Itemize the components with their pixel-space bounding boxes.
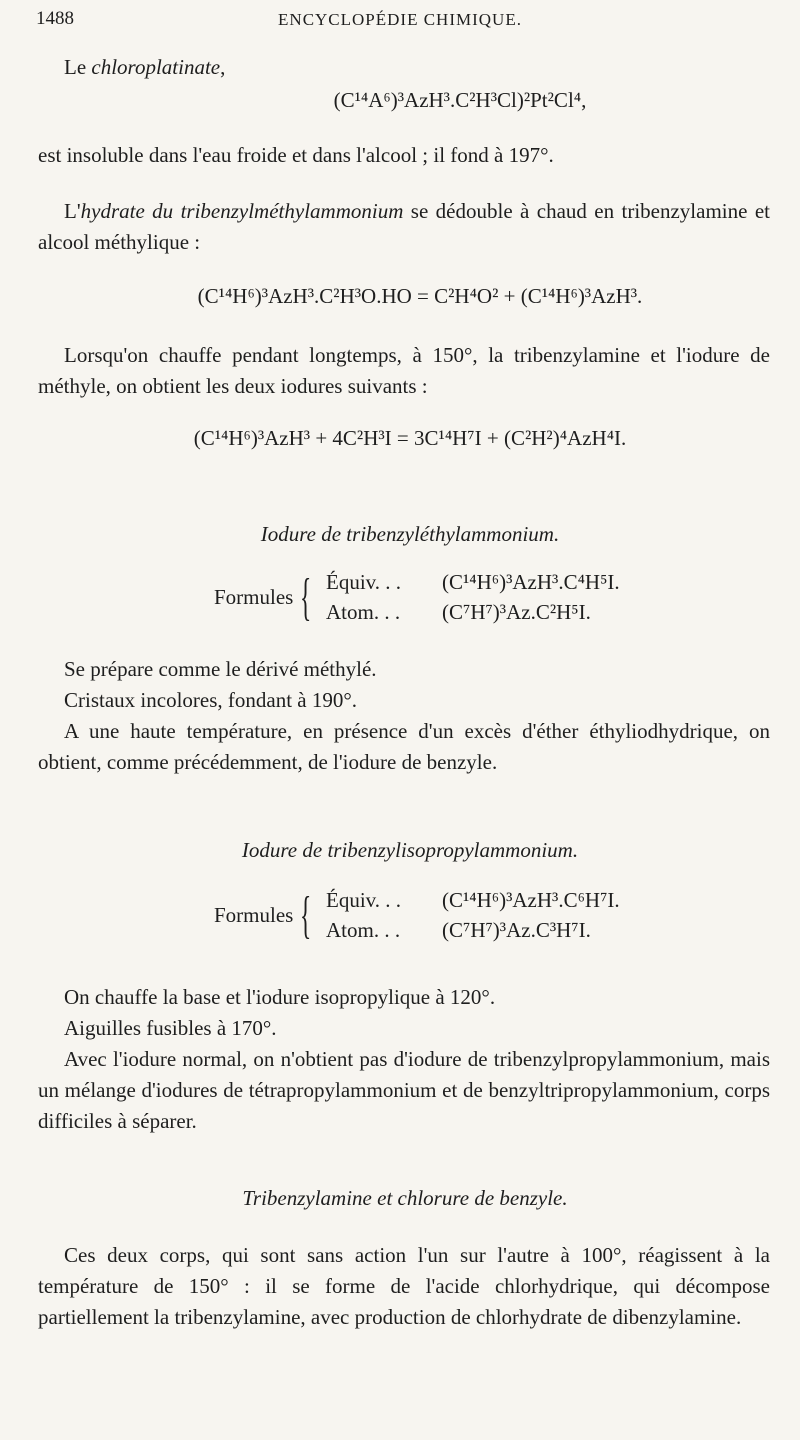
formulas-block-ethyl <box>214 570 634 630</box>
brace-glyph: { <box>300 887 312 944</box>
intro-end: , <box>220 55 226 79</box>
page-header-title: ENCYCLOPÉDIE CHIMIQUE. <box>278 10 522 29</box>
page-number: 1488 <box>36 8 74 29</box>
atom-formula: (C⁷H⁷)³Az.C²H⁵I. <box>442 600 591 624</box>
atom-row <box>326 600 591 625</box>
running-head <box>36 8 764 38</box>
intro-lead: Le <box>64 55 92 79</box>
ethyl-prep-line: Se prépare comme le dérivé méthylé. <box>64 657 377 681</box>
formulas-label: Formules <box>214 903 294 927</box>
intro-melting-line: est insoluble dans l'eau froide et dans l'alcool ; il fond à 197°. <box>38 143 554 167</box>
ethyl-crystals-line: Cristaux incolores, fondant à 190°. <box>64 688 358 712</box>
equiv-formula: (C¹⁴H⁶)³AzH³.C⁴H⁵I. <box>442 570 620 594</box>
formulas-label: Formules <box>214 585 294 609</box>
atom-formula: (C⁷H⁷)³Az.C³H⁷I. <box>442 918 591 942</box>
hydrate-equation: (C¹⁴H⁶)³AzH³.C²H³O.HO = C²H⁴O² + (C¹⁴H⁶)³AzH³. <box>197 284 643 308</box>
isopropyl-needles-line: Aiguilles fusibles à 170°. <box>64 1016 277 1040</box>
brace-glyph: { <box>300 569 312 626</box>
heating-paragraph: Lorsqu'on chauffe pendant longtemps, à 150°, la tribenzylamine et l'iodure de méthyle, on obtient les deux iodures suivants : <box>38 343 770 398</box>
formulas-block-isopropyl <box>214 888 634 948</box>
hydrate-lead: L' <box>64 199 81 223</box>
hydrate-term: hydrate du tribenzylméthylammonium <box>80 199 404 223</box>
atom-label: Atom. . . <box>326 918 401 942</box>
hydrate-rest: se dédouble à chaud en tribenzylamine et alcool méthylique : <box>38 199 771 254</box>
heating-equation: (C¹⁴H⁶)³AzH³ + 4C²H³I = 3C¹⁴H⁷I + (C²H²)⁴AzH⁴I. <box>193 426 627 450</box>
section-title-tribenzylethylammonium: Iodure de tribenzyléthylammonium. <box>260 522 560 546</box>
hydrate-paragraph <box>38 196 770 258</box>
equiv-formula: (C¹⁴H⁶)³AzH³.C⁶H⁷I. <box>442 888 620 912</box>
equiv-row <box>326 888 620 913</box>
section-title-tribenzylamine-benzyl-chloride: Tribenzylamine et chlorure de benzyle. <box>242 1186 568 1210</box>
atom-row <box>326 918 591 943</box>
chloroplatinate-formula: (C¹⁴A⁶)³AzH³.C²H³Cl)²Pt²Cl⁴, <box>333 88 587 112</box>
tribenzylamine-paragraph: Ces deux corps, qui sont sans action l'un sur l'autre à 100°, réagissent à la température de 150° : il se forme de l'acide chlorhydrique, qui décompose partiellement la tribenzylamine, avec production de chlorhydrate de dibenzylamine. <box>38 1243 770 1329</box>
isopropyl-heating-line: On chauffe la base et l'iodure isopropylique à 120°. <box>64 985 496 1009</box>
section-title-tribenzylisopropylammonium: Iodure de tribenzylisopropylammonium. <box>241 838 579 862</box>
intro-term: chloroplatinate <box>91 55 221 79</box>
equiv-label: Équiv. . . <box>326 888 402 912</box>
atom-label: Atom. . . <box>326 600 401 624</box>
ethyl-high-temp-paragraph: A une haute température, en présence d'un excès d'éther éthyliodhydrique, on obtient, comme précédemment, de l'iodure de benzyle. <box>38 719 770 774</box>
equiv-row <box>326 570 620 595</box>
isopropyl-normal-iodide-paragraph: Avec l'iodure normal, on n'obtient pas d'iodure de tribenzylpropylammonium, mais un mélange d'iodures de tétrapropylammonium et de benzyltripropylammonium, corps difficiles à séparer. <box>38 1047 770 1133</box>
intro-line <box>38 52 770 83</box>
equiv-label: Équiv. . . <box>326 570 402 594</box>
